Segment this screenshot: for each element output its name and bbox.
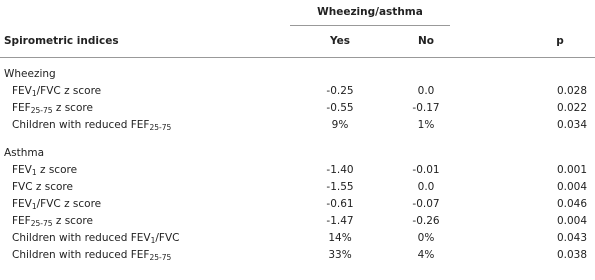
row-label [12,85,101,97]
row-label-rest: /FVC z score [36,85,102,97]
row-label [12,232,179,244]
row-label-subscript: 1 [31,168,37,177]
row-label [12,215,93,227]
table-row [0,117,595,134]
value-no: -0.17 [412,102,440,114]
row-label-rest: z score [52,215,93,227]
row-label-subscript: 25-75 [30,219,53,228]
row-label-subscript: 25-75 [149,123,172,132]
value-p: 0.034 [556,119,587,131]
row-label [12,164,77,176]
value-p: 0.028 [556,85,587,97]
value-yes: -1.47 [326,215,354,227]
value-no: 4% [417,249,435,261]
table-row [0,162,595,179]
column-header-yes: Yes [329,35,350,47]
row-label-rest: z score [36,164,78,176]
row-label [12,181,73,193]
section-title: Wheezing [4,68,56,80]
value-p: 0.004 [556,215,587,227]
section-title: Asthma [4,147,45,159]
row-label-subscript: 25-75 [30,106,53,115]
value-p: 0.043 [556,232,587,244]
value-yes: -0.61 [326,198,354,210]
row-label-main: FEV [12,198,32,210]
section-spacer [0,134,595,145]
table-row [0,179,595,196]
table-row [0,213,595,230]
row-label-rest: z score [52,102,93,114]
value-no: 0% [417,232,435,244]
row-label-subscript: 1 [31,89,37,98]
row-label-main: FEV [12,164,32,176]
row-label-main: Children with reduced FEF [12,119,150,131]
row-label-main: FVC z score [12,181,73,193]
row-label-main: FEF [12,215,31,227]
section-title-row [0,66,595,83]
row-label-main: Children with reduced FEF [12,249,150,261]
value-yes: 33% [328,249,352,261]
section-title-row [0,145,595,162]
column-header-indices: Spirometric indices [4,35,119,47]
table-row [0,196,595,213]
column-header-row [0,35,595,49]
row-label-main: FEF [12,102,31,114]
table-body [0,66,595,264]
value-no: -0.26 [412,215,440,227]
table-row [0,230,595,247]
row-label-subscript: 1 [150,236,156,245]
row-label-subscript: 1 [31,202,37,211]
table-row [0,100,595,117]
value-p: 0.022 [556,102,587,114]
value-yes: -0.25 [326,85,354,97]
value-p: 0.046 [556,198,587,210]
table-row [0,247,595,264]
row-label-main: Children with reduced FEV [12,232,151,244]
value-yes: 9% [331,119,349,131]
row-label-rest: /FVC z score [36,198,102,210]
value-p: 0.038 [556,249,587,261]
value-no: -0.07 [412,198,440,210]
row-label [12,249,171,261]
group-header: Wheezing/asthma [317,6,423,18]
column-header-p: p [556,35,564,47]
value-yes: -1.55 [326,181,354,193]
value-p: 0.001 [556,164,587,176]
value-p: 0.004 [556,181,587,193]
value-no: 0.0 [417,181,435,193]
row-label [12,119,171,131]
row-label [12,198,101,210]
value-yes: 14% [328,232,352,244]
value-yes: -0.55 [326,102,354,114]
header-rule [0,57,595,58]
group-header-rule [290,25,450,26]
value-no: 0.0 [417,85,435,97]
table-row [0,83,595,100]
row-label-subscript: 25-75 [149,253,172,262]
column-header-no: No [417,35,434,47]
value-no: -0.01 [412,164,440,176]
value-no: 1% [417,119,435,131]
row-label-rest: /FVC [155,232,180,244]
row-label [12,102,93,114]
value-yes: -1.40 [326,164,354,176]
row-label-main: FEV [12,85,32,97]
